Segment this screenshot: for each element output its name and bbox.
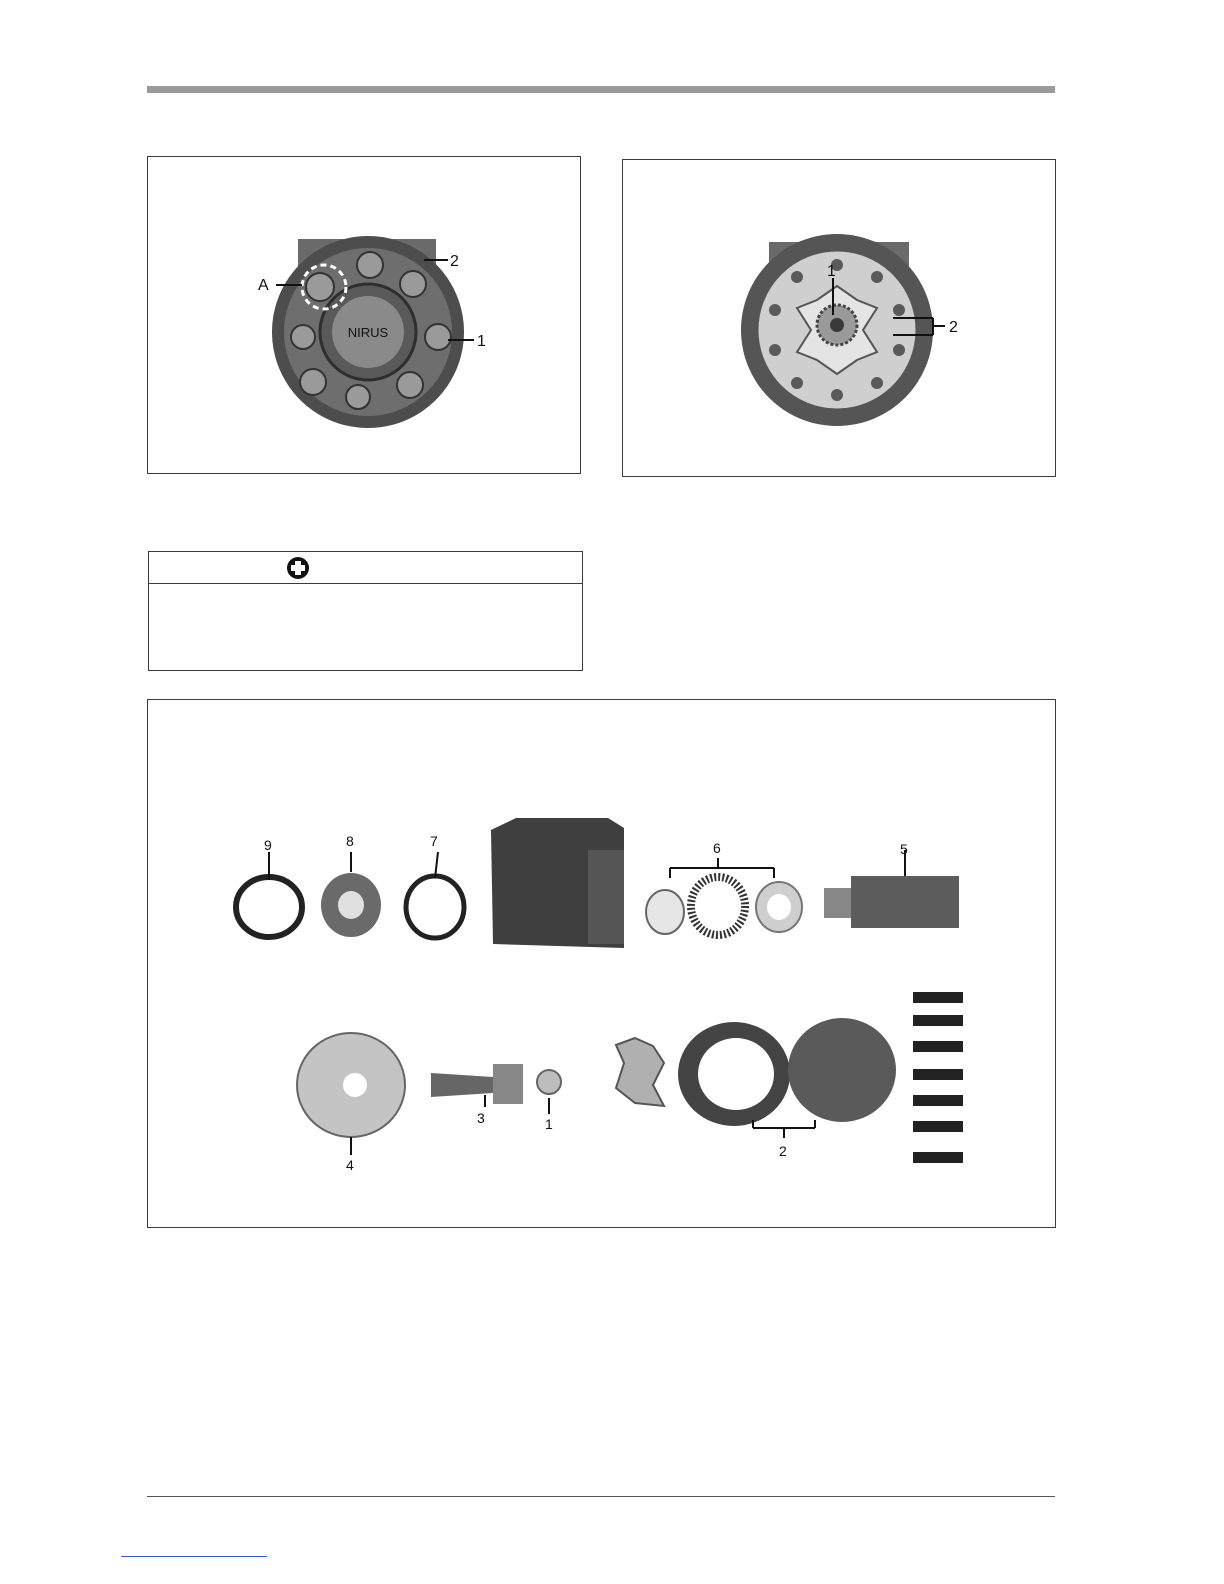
- part-6-needle-bearing: [691, 877, 745, 935]
- callout-2: 2: [450, 253, 459, 270]
- footer-rule: [147, 1496, 1055, 1497]
- callout-7: 7: [430, 833, 438, 849]
- plus-circle-icon: [287, 557, 309, 579]
- note-box: [148, 551, 583, 671]
- callout-a: A: [258, 277, 269, 294]
- header-rule: [147, 86, 1055, 93]
- gerotor-set-photo: [623, 160, 1055, 476]
- callout-1: 1: [827, 263, 836, 280]
- callout-4: 4: [346, 1157, 354, 1173]
- part-5-spool-end: [824, 888, 854, 918]
- logo-text: NIRUS: [347, 325, 389, 340]
- callout-2: 2: [949, 319, 958, 336]
- callout-6: 6: [713, 840, 721, 856]
- exploded-view-photo: [148, 700, 1055, 1227]
- part-7-o-ring: [406, 876, 464, 938]
- part-6-washer: [646, 890, 684, 934]
- steering-unit-rear-photo: [148, 157, 580, 473]
- callout-1: 1: [545, 1116, 553, 1132]
- callout-2: 2: [779, 1143, 787, 1159]
- part-5-spool: [851, 876, 959, 928]
- figure-gerotor-set: [622, 159, 1056, 477]
- callout-3: 3: [477, 1110, 485, 1126]
- cover-bolts: [913, 992, 963, 1163]
- callout-8: 8: [346, 833, 354, 849]
- figure-exploded-view: [147, 699, 1056, 1228]
- part-3-cardan-shaft: [431, 1073, 493, 1097]
- footer-link-underline[interactable]: [121, 1556, 267, 1557]
- part-9-seal-ring: [236, 877, 302, 937]
- figure-steering-unit-rear: [147, 156, 581, 474]
- callout-9: 9: [264, 837, 272, 853]
- callout-5: 5: [900, 841, 908, 857]
- gerotor-star: [616, 1038, 664, 1106]
- note-header: [149, 552, 582, 584]
- callout-1: 1: [477, 333, 486, 350]
- part-2-end-cover: [788, 1018, 896, 1122]
- part-1-washer: [537, 1070, 561, 1094]
